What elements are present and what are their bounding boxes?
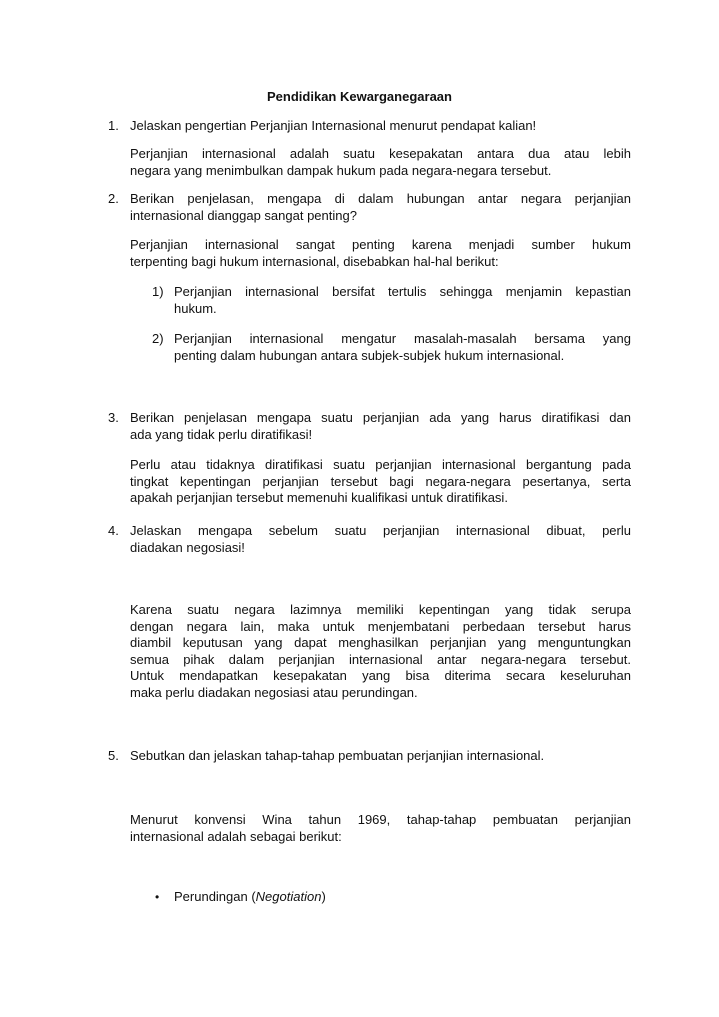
answer-line: dengan negara lain, maka untuk menjembatani perbedaan tersebut harus: [130, 618, 631, 634]
page-title: Pendidikan Kewarganegaraan: [267, 89, 452, 104]
question-line: Jelaskan pengertian Perjanjian Internasional menurut pendapat kalian!: [130, 118, 537, 133]
question-number: 1.: [108, 118, 119, 133]
answer-line: Karena suatu negara lazimnya memiliki kepentingan yang tidak serupa: [130, 602, 631, 617]
question-text: [130, 191, 631, 224]
bullet-text: Perundingan (: [174, 889, 256, 904]
question-line: internasional dianggap sangat penting?: [130, 207, 357, 223]
question-text: [130, 523, 631, 556]
question-line: Berikan penjelasan, mengapa di dalam hubungan antar negara perjanjian: [130, 191, 631, 206]
answer-line: Menurut konvensi Wina tahun 1969, tahap-tahap pembuatan perjanjian: [130, 812, 631, 827]
question-text: [130, 748, 631, 765]
point-text: [174, 284, 631, 317]
point-number: 1): [152, 284, 164, 299]
question-number: 2.: [108, 191, 119, 206]
bullet-close: ): [321, 889, 326, 904]
answer-line: apakah perjanjian tersebut memenuhi kualifikasi untuk diratifikasi.: [130, 490, 508, 505]
answer-line: internasional adalah sebagai berikut:: [130, 828, 342, 844]
answer-line: semua pihak dalam perjanjian internasional antar negara-negara tersebut.: [130, 651, 631, 667]
question-line: diadakan negosiasi!: [130, 539, 245, 555]
answer-line: diambil keputusan yang dapat menghasilkan perjanjian yang menguntungkan: [130, 635, 631, 650]
answer-line: terpenting bagi hukum internasional, disebabkan hal-hal berikut:: [130, 253, 499, 269]
question-text: [130, 118, 631, 135]
point-line: Perjanjian internasional mengatur masalah-masalah bersama yang: [174, 331, 631, 346]
answer-line: Untuk mendapatkan kesepakatan yang bisa diterima secara keseluruhan: [130, 668, 631, 683]
point-line: Perjanjian internasional bersifat tertulis sehingga menjamin kepastian: [174, 284, 631, 299]
question-line: Jelaskan mengapa sebelum suatu perjanjian internasional dibuat, perlu: [130, 523, 631, 538]
answer-line: maka perlu diadakan negosiasi atau perundingan.: [130, 684, 418, 700]
question-number: 4.: [108, 523, 119, 538]
bullet-icon: •: [155, 890, 160, 904]
answer-text: [130, 457, 631, 507]
answer-line: Perjanjian internasional sangat penting karena menjadi sumber hukum: [130, 237, 631, 252]
answer-line: Perjanjian internasional adalah suatu kesepakatan antara dua atau lebih: [130, 146, 631, 161]
point-text: [174, 331, 631, 364]
point-number: 2): [152, 331, 164, 346]
answer-line: negara yang menimbulkan dampak hukum pada negara-negara tersebut.: [130, 162, 552, 178]
question-line: Sebutkan dan jelaskan tahap-tahap pembuatan perjanjian internasional.: [130, 748, 545, 763]
answer-text: [130, 237, 631, 270]
answer-text: [130, 602, 631, 701]
answer-line: tingkat kepentingan perjanjian tersebut bagi negara-negara pesertanya, serta: [130, 473, 631, 489]
point-line: penting dalam hubungan antara subjek-subjek hukum internasional.: [174, 347, 565, 363]
question-line: Berikan penjelasan mengapa suatu perjanjian ada yang harus diratifikasi dan: [130, 410, 631, 425]
answer-text: [130, 146, 631, 179]
point-line: hukum.: [174, 300, 217, 316]
question-number: 3.: [108, 410, 119, 425]
question-line: ada yang tidak perlu diratifikasi!: [130, 426, 313, 442]
bullet-item: [174, 889, 326, 905]
question-number: 5.: [108, 748, 119, 763]
bullet-italic-term: Negotiation: [255, 889, 322, 904]
answer-text: [130, 812, 631, 845]
question-text: [130, 410, 631, 443]
answer-line: Perlu atau tidaknya diratifikasi suatu perjanjian internasional bergantung pada: [130, 457, 631, 472]
